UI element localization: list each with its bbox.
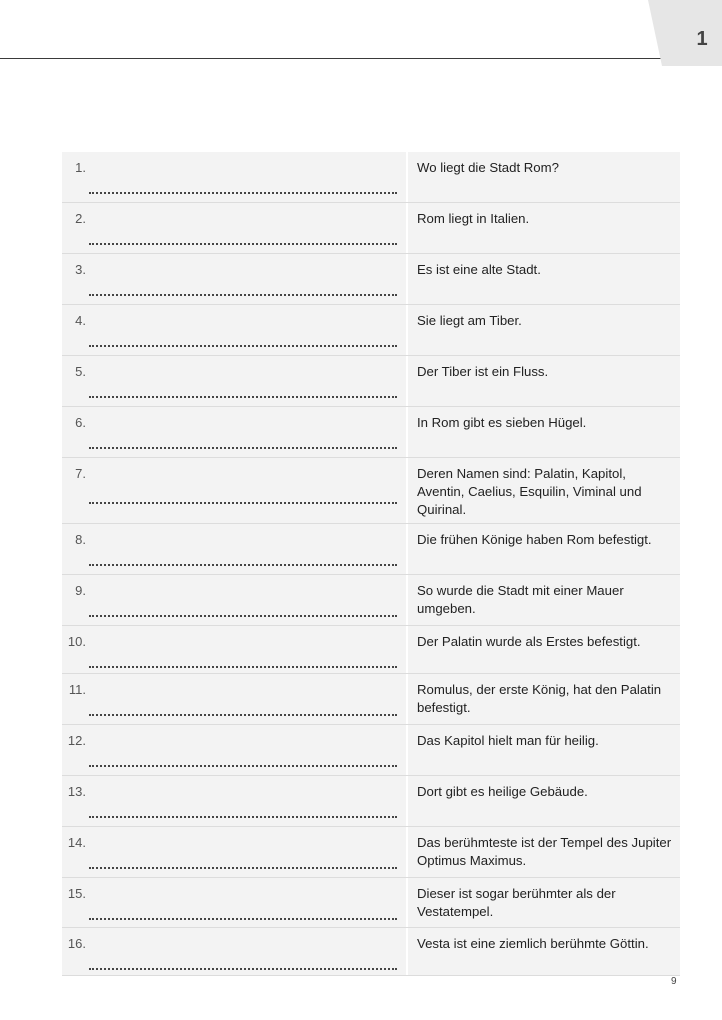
- answer-cell: [62, 626, 406, 673]
- german-sentence: Dort gibt es heilige Gebäude.: [408, 776, 680, 826]
- exercise-row: [62, 776, 680, 827]
- answer-cell: [62, 458, 406, 523]
- german-sentence: Romulus, der erste König, hat den Palatin befestigt.: [408, 674, 680, 724]
- item-number: 13.: [67, 784, 86, 799]
- answer-line[interactable]: [89, 666, 397, 668]
- exercise-row: [62, 524, 680, 575]
- answer-line[interactable]: [89, 615, 397, 617]
- answer-cell: [62, 305, 406, 355]
- item-number: 9.: [75, 583, 86, 598]
- german-sentence: In Rom gibt es sieben Hügel.: [408, 407, 680, 457]
- german-sentence: Die frühen Könige haben Rom befestigt.: [408, 524, 680, 574]
- answer-line[interactable]: [89, 345, 397, 347]
- answer-cell: [62, 878, 406, 927]
- answer-cell: [62, 407, 406, 457]
- answer-cell: [62, 254, 406, 304]
- exercise-row: [62, 152, 680, 203]
- answer-cell: [62, 776, 406, 826]
- item-number: 8.: [75, 532, 86, 547]
- german-sentence: Wo liegt die Stadt Rom?: [408, 152, 680, 202]
- answer-line[interactable]: [89, 918, 397, 920]
- exercise-row: [62, 305, 680, 356]
- answer-cell: [62, 674, 406, 724]
- header-rule: [0, 58, 662, 59]
- answer-cell: [62, 524, 406, 574]
- answer-line[interactable]: [89, 765, 397, 767]
- exercise-row: [62, 254, 680, 305]
- german-sentence: Dieser ist sogar berühmter als der Vestatempel.: [408, 878, 680, 927]
- page-number: 9: [671, 976, 677, 987]
- exercise-row: [62, 575, 680, 626]
- german-sentence: Der Tiber ist ein Fluss.: [408, 356, 680, 406]
- translation-table: [62, 152, 680, 976]
- item-number: 2.: [75, 211, 86, 226]
- answer-line[interactable]: [89, 447, 397, 449]
- item-number: 3.: [75, 262, 86, 277]
- exercise-row: [62, 725, 680, 776]
- item-number: 12.: [67, 733, 86, 748]
- german-sentence: Das Kapitol hielt man für heilig.: [408, 725, 680, 775]
- item-number: 14.: [67, 835, 86, 850]
- chapter-number: 1: [696, 28, 708, 50]
- german-sentence: So wurde die Stadt mit einer Mauer umgeben.: [408, 575, 680, 625]
- exercise-row: [62, 203, 680, 254]
- answer-line[interactable]: [89, 968, 397, 970]
- answer-line[interactable]: [89, 564, 397, 566]
- exercise-row: [62, 878, 680, 928]
- exercise-row: [62, 928, 680, 976]
- item-number: 7.: [75, 466, 86, 481]
- german-sentence: Rom liegt in Italien.: [408, 203, 680, 253]
- item-number: 6.: [75, 415, 86, 430]
- answer-line[interactable]: [89, 396, 397, 398]
- exercise-row: [62, 827, 680, 878]
- german-sentence: Deren Namen sind: Palatin, Kapitol, Aventin, Caelius, Esquilin, Viminal und Quirinal.: [408, 458, 680, 523]
- answer-cell: [62, 928, 406, 975]
- german-sentence: Das berühmteste ist der Tempel des Jupiter Optimus Maximus.: [408, 827, 680, 877]
- item-number: 5.: [75, 364, 86, 379]
- exercise-row: [62, 356, 680, 407]
- answer-line[interactable]: [89, 816, 397, 818]
- german-sentence: Es ist eine alte Stadt.: [408, 254, 680, 304]
- german-sentence: Sie liegt am Tiber.: [408, 305, 680, 355]
- item-number: 1.: [75, 160, 86, 175]
- exercise-row: [62, 626, 680, 674]
- exercise-row: [62, 674, 680, 725]
- answer-line[interactable]: [89, 294, 397, 296]
- answer-cell: [62, 575, 406, 625]
- answer-line[interactable]: [89, 243, 397, 245]
- german-sentence: Der Palatin wurde als Erstes befestigt.: [408, 626, 680, 673]
- german-sentence: Vesta ist eine ziemlich berühmte Göttin.: [408, 928, 680, 975]
- exercise-row: [62, 407, 680, 458]
- answer-cell: [62, 356, 406, 406]
- answer-cell: [62, 827, 406, 877]
- answer-line[interactable]: [89, 502, 397, 504]
- answer-cell: [62, 203, 406, 253]
- answer-cell: [62, 725, 406, 775]
- item-number: 16.: [67, 936, 86, 951]
- item-number: 11.: [68, 682, 86, 697]
- item-number: 4.: [75, 313, 86, 328]
- exercise-row: [62, 458, 680, 524]
- answer-line[interactable]: [89, 867, 397, 869]
- item-number: 15.: [67, 886, 86, 901]
- answer-line[interactable]: [89, 714, 397, 716]
- answer-cell: [62, 152, 406, 202]
- item-number: 10.: [67, 634, 86, 649]
- answer-line[interactable]: [89, 192, 397, 194]
